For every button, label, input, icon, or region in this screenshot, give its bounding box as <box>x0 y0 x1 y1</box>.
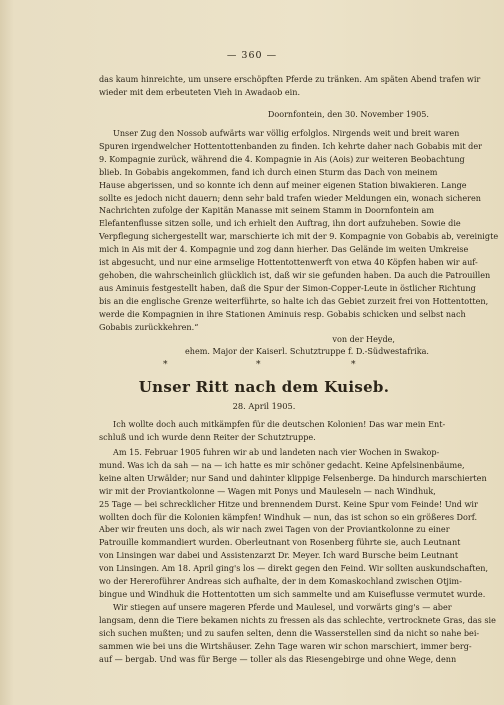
separator-star: * <box>256 360 261 370</box>
text-line: Aber wir freuten uns doch, als wir nach zwei Tagen von der Proviantkolonne zu einer <box>99 524 450 535</box>
chapter-date: 28. April 1905. <box>232 401 296 411</box>
text-line: wollten doch für die Kolonien kämpfen! Windhuk — nun, das ist schon so ein größeres Dorf. <box>99 511 478 522</box>
text-line: Hause abgerissen, und so konnte ich denn auf meiner eigenen Station biwakieren. Lange <box>99 179 467 190</box>
text-line: gehoben, die wahrscheinlich glücklich ist, daß wir sie gefunden haben. Da auch die Patrouillen <box>99 269 491 280</box>
text-line: sollte es jedoch nicht dauern; denn sehr bald trafen wieder Meldungen ein, wonach sicheren <box>99 192 481 203</box>
text-line: wo der Hereroführer Andreas sich aufhalte, der in dem Komaskochland zwischen Otjim- <box>99 576 462 587</box>
separator-star: * <box>163 360 168 370</box>
text-line: Am 15. Februar 1905 fuhren wir ab und landeten nach vier Wochen in Swakop- <box>113 447 440 457</box>
text-line: Spuren irgendwelcher Hottentottenbanden zu finden. Ich kehrte daher nach Gobabis mit der <box>99 140 483 151</box>
signature-name: von der Heyde, <box>332 334 395 344</box>
text-line: das kaum hinreichte, um unsere erschöpften Pferde zu tränken. Am späten Abend trafen wir <box>99 74 481 84</box>
signature-title: ehem. Major der Kaiserl. Schutztruppe f. D.-Südwestafrika. <box>184 346 429 356</box>
text-line: Patrouille kommandiert wurden. Oberleutnant von Rosenberg führte sie, auch Leutnant <box>99 537 461 548</box>
signature-block <box>99 333 429 346</box>
text-block-opening <box>99 73 481 99</box>
letter-body <box>99 127 499 334</box>
text-line: Ich wollte doch auch mitkämpfen für die deutschen Kolonien! Das war mein Ent- <box>113 419 446 429</box>
text-line: Verpflegung sichergestellt war, marschierte ich mit der 9. Kompagnie von Gobabis ab, vereinigte <box>99 231 499 242</box>
separator-star: * <box>351 360 356 370</box>
page-number: — 360 — <box>226 50 278 61</box>
text-line: schluß und ich wurde denn Reiter der Schutztruppe. <box>99 431 316 442</box>
text-line: von Linsingen. Am 18. April ging's los — direkt gegen den Feind. Wir sollten auskundschaften, <box>99 563 489 574</box>
text-block-narrative <box>99 446 496 665</box>
text-line: wir mit der Proviantkolonne — Wagen mit Ponys und Mauleseln — nach Windhuk, <box>99 485 436 496</box>
chapter-heading: Unser Ritt nach dem Kuiseb. <box>138 378 390 396</box>
text-line: 9. Kompagnie zurück, während die 4. Kompagnie in Ais (Aois) zur weiteren Beobachtung <box>99 153 465 164</box>
section-separator <box>99 360 429 370</box>
text-line: auf — bergab. Und was für Berge — toller als das Riesengebirge und ohne Wege, denn <box>99 653 457 664</box>
text-line: mund. Was ich da sah — na — ich hatte es mir schöner gedacht. Keine Apfelsinenbäume, <box>99 459 465 470</box>
text-line: blieb. In Gobabis angekommen, fand ich durch einen Sturm das Dach von meinem <box>99 166 438 177</box>
text-line: Elefantenflusse sitzen solle, und ich erhielt den Auftrag, ihn dort aufzuheben. Sowie die <box>99 218 461 229</box>
text-line: werde die Kompagnien in ihre Stationen Aminuis resp. Gobabis schicken und selbst nach <box>99 308 466 319</box>
dateline <box>99 108 429 121</box>
text-line: ist abgesucht, und nur eine armselige Hottentottenwerft von etwa 40 Köpfen haben wir auf- <box>99 257 478 268</box>
signature-title-block <box>99 345 429 358</box>
text-line: Gobabis zurückkehren.“ <box>99 321 199 332</box>
text-line: aus Aminuis festgestellt haben, daß die Spur der Simon-Copper-Leute in östlicher Richtung <box>99 282 476 293</box>
dateline-text: Doornfontein, den 30. November 1905. <box>267 109 429 119</box>
text-line: Wir stiegen auf unsere mageren Pferde und Maulesel, und vorwärts ging's — aber <box>113 601 452 612</box>
text-line: sammen wie bei uns die Wirtshäuser. Zehn Tage waren wir schon marschiert, immer berg- <box>99 640 472 651</box>
text-line: Unser Zug den Nossob aufwärts war völlig erfolglos. Nirgends weit und breit waren <box>113 128 460 138</box>
text-line: keine alten Urwälder; nur Sand und dahinter klippige Felsenberge. Da hindurch marschierten <box>99 472 487 483</box>
text-block-intro <box>99 418 446 444</box>
text-line: wieder mit dem erbeuteten Vieh in Awadaob ein. <box>99 86 301 97</box>
text-line: von Linsingen war dabei und Assistenzarzt Dr. Meyer. Ich ward Bursche beim Leutnant <box>99 550 459 561</box>
text-line: bis an die englische Grenze weiterführte, so halte ich das Gebiet zurzeit frei von Hottentotten, <box>99 295 489 306</box>
text-line: bingue und Windhuk die Hottentotten um sich sammelte und am Kuiseflusse vermutet wurde. <box>99 588 486 599</box>
text-line: langsam, denn die Tiere bekamen nichts zu fressen als das schlechte, vertrocknete Gras, das sie <box>99 614 496 625</box>
text-line: 25 Tage — bei schrecklicher Hitze und brennendem Durst. Keine Spur vom Feinde! Und wir <box>99 498 478 509</box>
text-line: sich suchen mußten; und zu saufen selten, denn die Wasserstellen sind da nicht so nahe bei- <box>99 627 480 638</box>
text-line: mich in Ais mit der 4. Kompagnie und zog dann hierher. Das Gelände im weiten Umkreise <box>99 244 469 255</box>
text-line: Nachrichten zufolge der Kapitän Manasse mit seinem Stamm in Doornfontein am <box>99 205 435 216</box>
